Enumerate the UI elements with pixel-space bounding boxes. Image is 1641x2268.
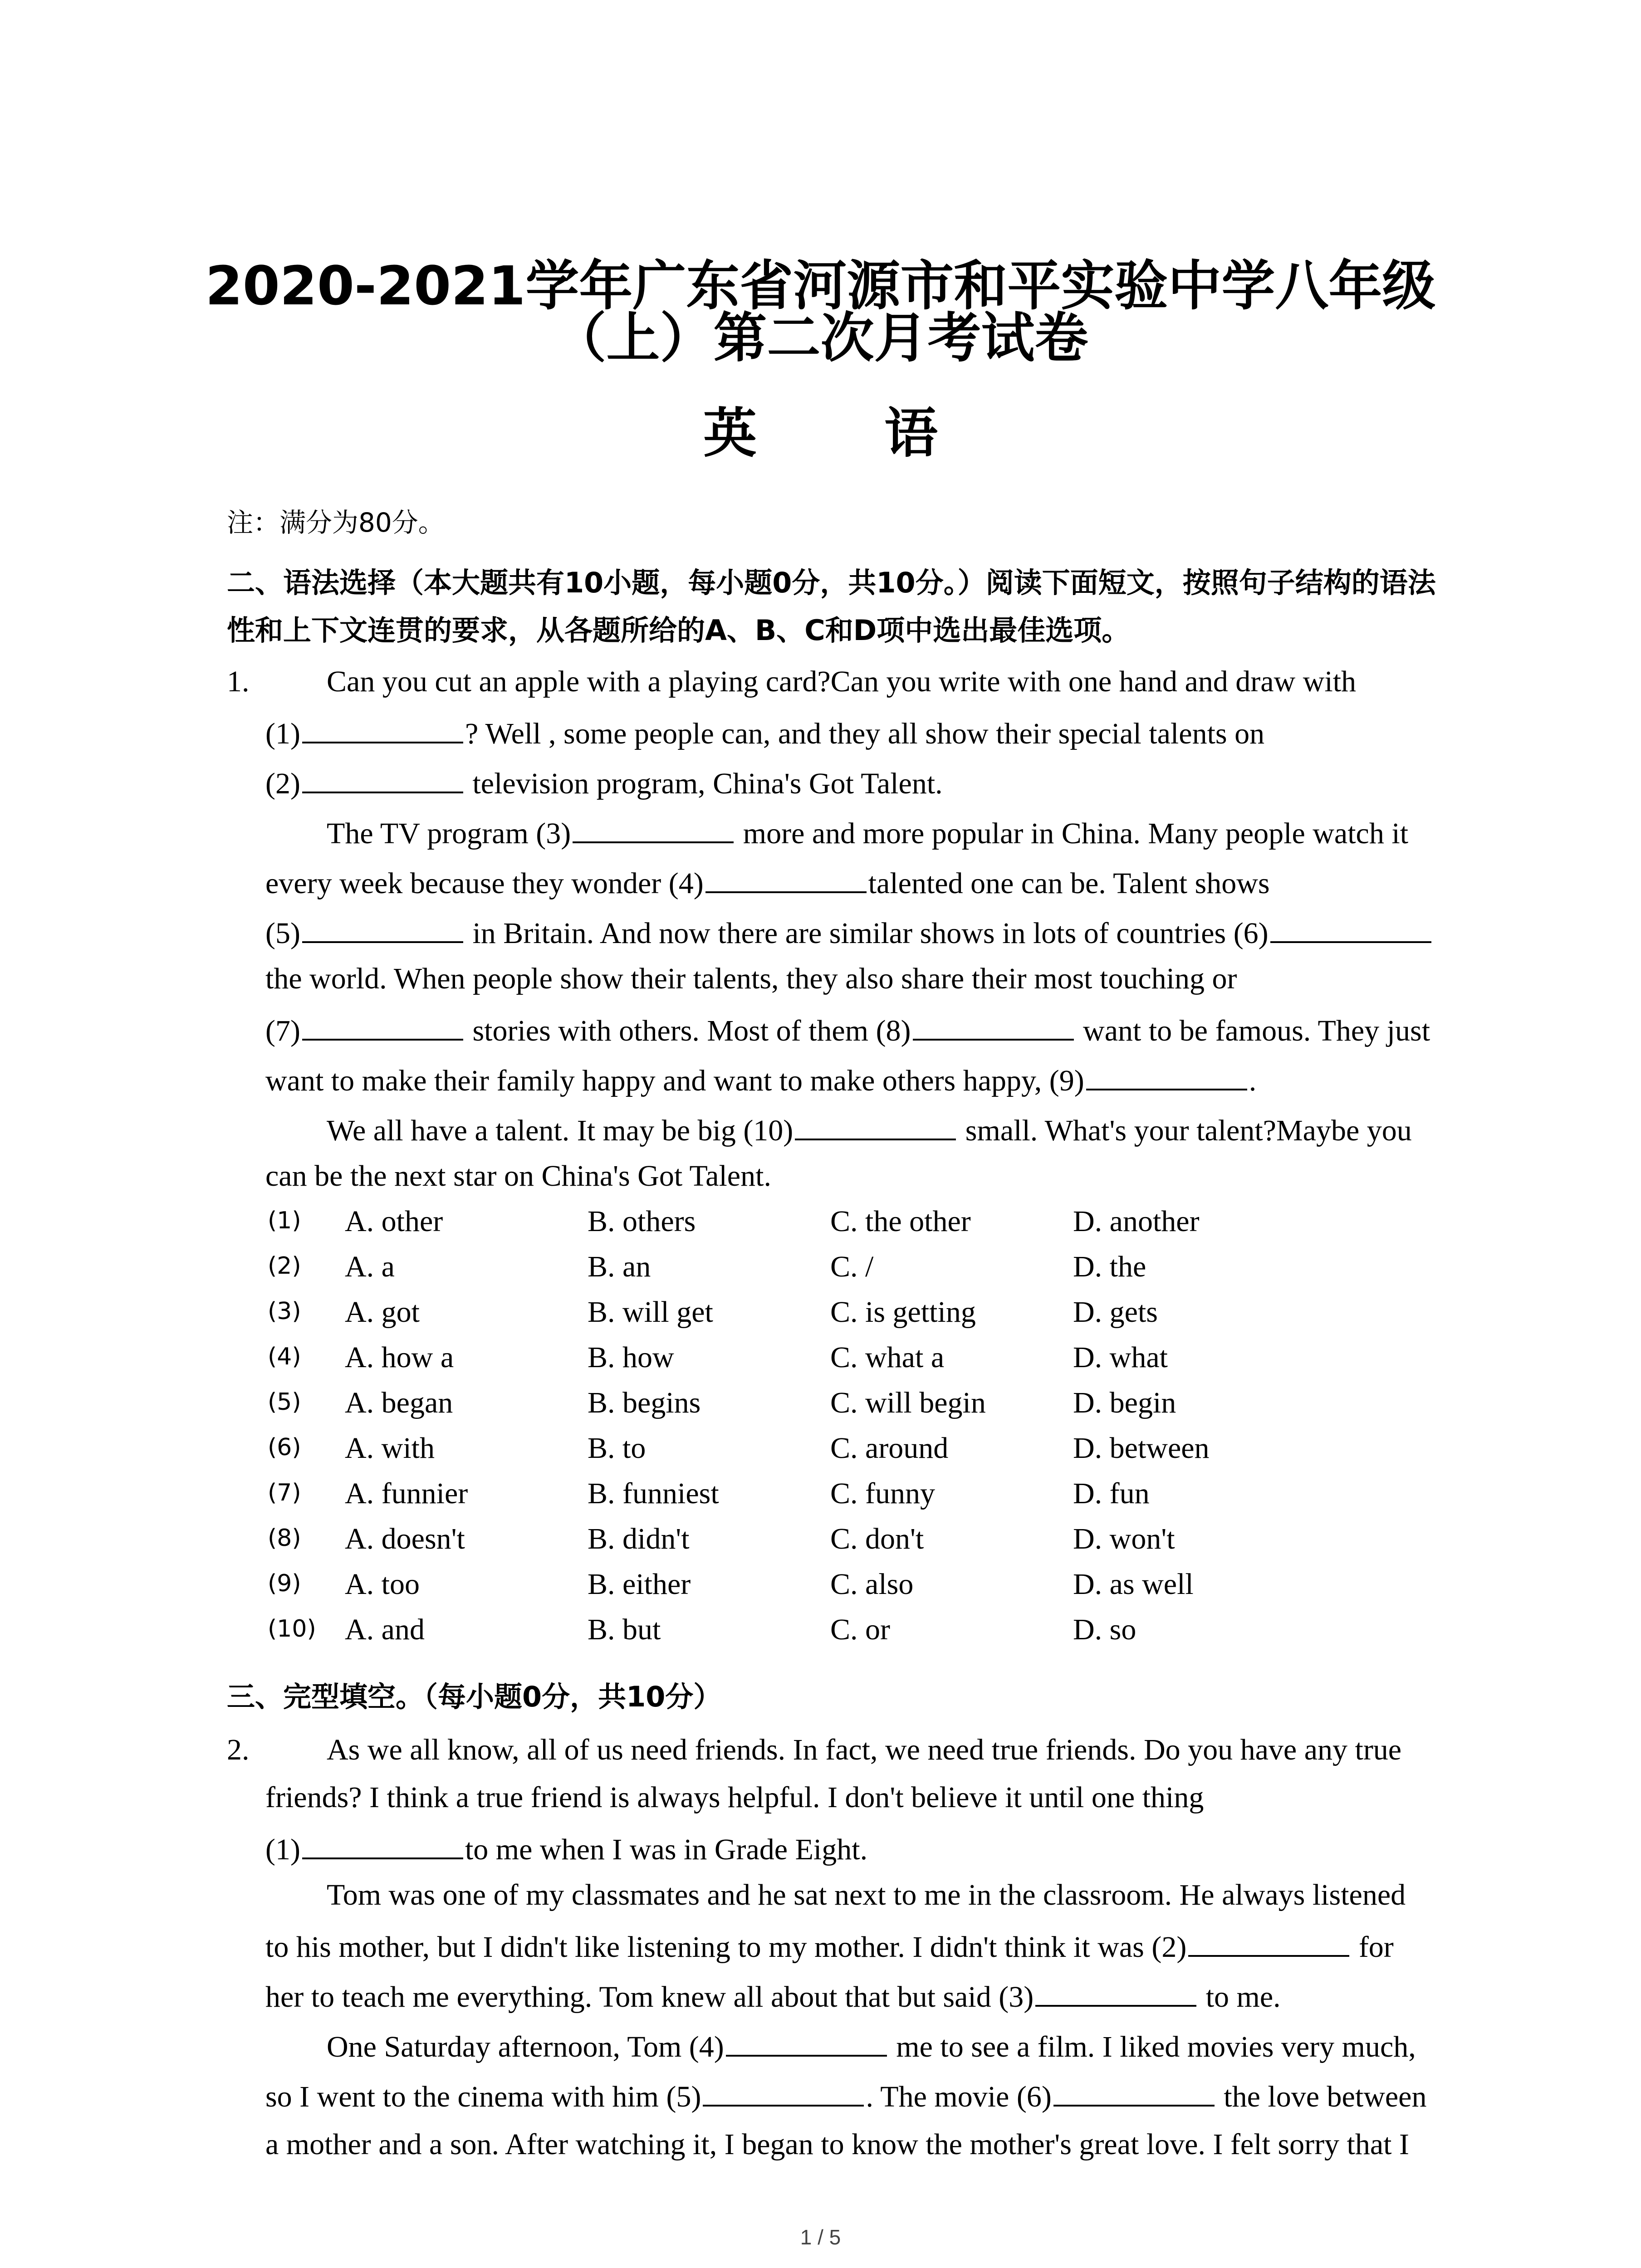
option-row-number: (3) <box>268 1298 301 1325</box>
answer-blank[interactable] <box>302 764 463 793</box>
passage-line: to his mother, but I didn't like listening to my mother. I didn't think it was (2) for <box>265 1928 1394 1965</box>
answer-blank[interactable] <box>1188 1928 1349 1957</box>
option-c[interactable]: C. funny <box>830 1477 935 1510</box>
option-row-number: (4) <box>268 1343 301 1370</box>
option-a[interactable]: A. doesn't <box>345 1522 465 1555</box>
page-indicator: 1 / 5 <box>800 2225 841 2249</box>
answer-blank[interactable] <box>703 2077 864 2107</box>
option-d[interactable]: D. gets <box>1073 1295 1158 1329</box>
subject-title: 英 语 <box>703 402 993 464</box>
passage-line: so I went to the cinema with him (5) . The movie (6) the love between <box>265 2077 1426 2114</box>
option-b[interactable]: B. either <box>588 1568 691 1601</box>
passage-line: friends? I think a true friend is always helpful. I don't believe it until one thing <box>265 1781 1204 1814</box>
passage-line: As we all know, all of us need friends. In fact, we need true friends. Do you have any true <box>327 1733 1402 1766</box>
option-a[interactable]: A. and <box>345 1613 425 1646</box>
option-b[interactable]: B. will get <box>588 1295 713 1329</box>
answer-blank[interactable] <box>1053 2077 1215 2107</box>
option-c[interactable]: C. around <box>830 1432 949 1465</box>
option-b[interactable]: B. but <box>588 1613 661 1646</box>
passage-line: (1) ? Well , some people can, and they all show their special talents on <box>265 714 1264 751</box>
answer-blank[interactable] <box>302 914 463 943</box>
option-row-number: (8) <box>268 1525 301 1552</box>
option-b[interactable]: B. an <box>588 1250 651 1283</box>
option-a[interactable]: A. how a <box>345 1341 454 1374</box>
option-b[interactable]: B. funniest <box>588 1477 719 1510</box>
option-a[interactable]: A. other <box>345 1205 443 1238</box>
section-3-heading: 三、完型填空。（每小题0分，共10分） <box>227 1680 722 1713</box>
option-row-number: (10) <box>268 1615 316 1642</box>
answer-blank[interactable] <box>726 2028 887 2057</box>
passage-line: Tom was one of my classmates and he sat next to me in the classroom. He always listened <box>327 1878 1406 1911</box>
passage-line: Can you cut an apple with a playing card?Can you write with one hand and draw with <box>327 665 1357 698</box>
answer-blank[interactable] <box>1270 914 1431 943</box>
option-a[interactable]: A. funnier <box>345 1477 468 1510</box>
option-b[interactable]: B. to <box>588 1432 646 1465</box>
answer-blank[interactable] <box>705 864 867 893</box>
passage-line: her to teach me everything. Tom knew all about that but said (3) to me. <box>265 1978 1281 2014</box>
option-d[interactable]: D. what <box>1073 1341 1168 1374</box>
option-c[interactable]: C. or <box>830 1613 890 1646</box>
section-2-heading: 二、语法选择（本大题共有10小题，每小题0分，共10分。）阅读下面短文，按照句子结构的语法性和上下文连贯的要求，从各题所给的A、B、C和D项中选出最佳选项。 <box>227 566 1436 647</box>
option-c[interactable]: C. also <box>830 1568 914 1601</box>
exam-title-line-1: 2020-2021学年广东省河源市和平实验中学八年级 <box>205 254 1436 317</box>
option-d[interactable]: D. the <box>1073 1250 1146 1283</box>
passage-line: (1) to me when I was in Grade Eight. <box>265 1830 867 1867</box>
option-row-number: (1) <box>268 1207 301 1234</box>
option-d[interactable]: D. fun <box>1073 1477 1150 1510</box>
option-d[interactable]: D. so <box>1073 1613 1136 1646</box>
passage-line: (2) television program, China's Got Talent. <box>265 764 943 801</box>
option-a[interactable]: A. began <box>345 1386 453 1419</box>
passage-line: The TV program (3) more and more popular in China. Many people watch it <box>327 814 1408 851</box>
exam-title-line-2: （上）第二次月考试卷 <box>553 307 1088 369</box>
score-note: 注：满分为80分。 <box>227 507 445 538</box>
question-2-number: 2. <box>227 1733 250 1766</box>
question-1-number: 1. <box>227 665 250 698</box>
passage-line: want to make their family happy and want to make others happy, (9) . <box>265 1061 1256 1098</box>
passage-line: We all have a talent. It may be big (10) small. What's your talent?Maybe you <box>327 1111 1412 1148</box>
option-b[interactable]: B. begins <box>588 1386 701 1419</box>
option-d[interactable]: D. another <box>1073 1205 1200 1238</box>
passage-line: the world. When people show their talents, they also share their most touching or <box>265 962 1237 995</box>
option-row-number: (9) <box>268 1570 301 1597</box>
option-a[interactable]: A. a <box>345 1250 395 1283</box>
passage-line: every week because they wonder (4) talented one can be. Talent shows <box>265 864 1270 901</box>
passage-line: a mother and a son. After watching it, I began to know the mother's great love. I felt sorry that I <box>265 2128 1409 2161</box>
option-a[interactable]: A. got <box>345 1295 420 1329</box>
answer-blank[interactable] <box>1035 1978 1196 2007</box>
passage-line: can be the next star on China's Got Talent. <box>265 1159 771 1193</box>
option-c[interactable]: C. the other <box>830 1205 971 1238</box>
answer-blank[interactable] <box>913 1012 1074 1041</box>
option-row-number: (7) <box>268 1479 301 1506</box>
passage-line: (5) in Britain. And now there are similar shows in lots of countries (6) <box>265 914 1433 951</box>
option-c[interactable]: C. is getting <box>830 1295 976 1329</box>
passage-line: One Saturday afternoon, Tom (4) me to see a film. I liked movies very much, <box>327 2028 1416 2064</box>
answer-blank[interactable] <box>573 814 734 843</box>
answer-blank[interactable] <box>795 1111 956 1140</box>
option-b[interactable]: B. didn't <box>588 1522 690 1555</box>
passage-line: (7) stories with others. Most of them (8) want to be famous. They just <box>265 1012 1430 1048</box>
option-c[interactable]: C. don't <box>830 1522 924 1555</box>
option-d[interactable]: D. as well <box>1073 1568 1194 1601</box>
option-d[interactable]: D. between <box>1073 1432 1210 1465</box>
option-c[interactable]: C. / <box>830 1250 874 1283</box>
answer-blank[interactable] <box>302 1830 463 1859</box>
answer-blank[interactable] <box>1086 1061 1247 1090</box>
option-d[interactable]: D. begin <box>1073 1386 1176 1419</box>
option-a[interactable]: A. too <box>345 1568 420 1601</box>
option-d[interactable]: D. won't <box>1073 1522 1175 1555</box>
option-c[interactable]: C. what a <box>830 1341 945 1374</box>
option-row-number: (5) <box>268 1388 301 1416</box>
option-row-number: (2) <box>268 1252 301 1280</box>
option-b[interactable]: B. how <box>588 1341 674 1374</box>
option-b[interactable]: B. others <box>588 1205 696 1238</box>
answer-blank[interactable] <box>302 1012 463 1041</box>
option-row-number: (6) <box>268 1434 301 1461</box>
answer-blank[interactable] <box>302 714 463 743</box>
option-a[interactable]: A. with <box>345 1432 435 1465</box>
option-c[interactable]: C. will begin <box>830 1386 986 1419</box>
